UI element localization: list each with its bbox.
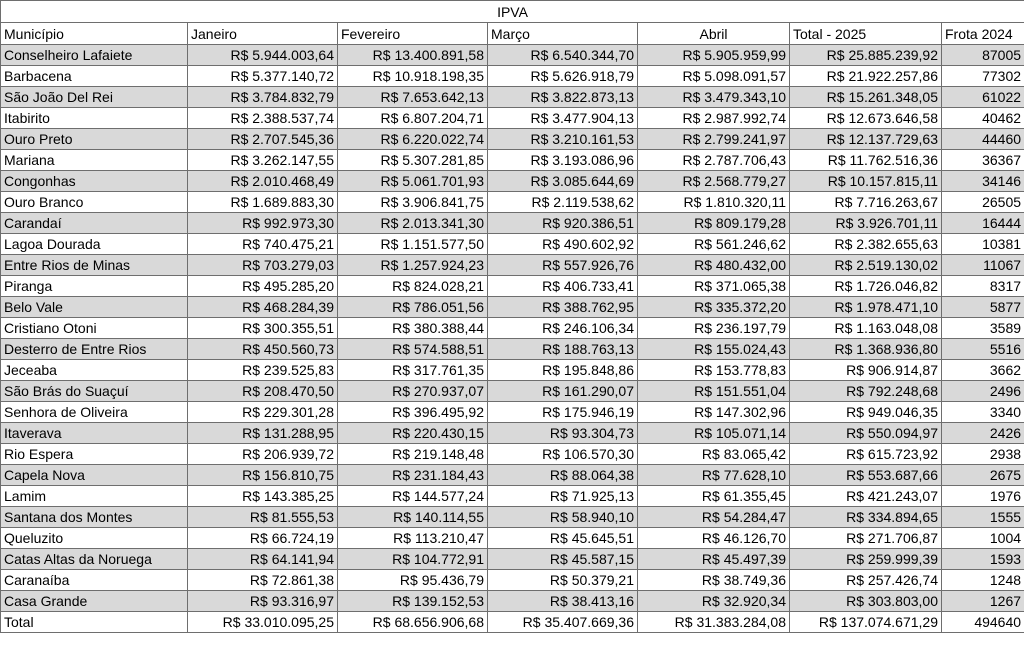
cell-municipio[interactable]: Caranaíba [1, 570, 188, 591]
cell-frota-2024[interactable]: 44460 [942, 129, 1024, 150]
header-janeiro[interactable]: Janeiro [188, 23, 338, 45]
cell-total-2025[interactable]: R$ 12.673.646,58 [790, 108, 942, 129]
cell-marco[interactable]: R$ 3.822.873,13 [488, 87, 638, 108]
header-frota-2024[interactable]: Frota 2024 [942, 23, 1024, 45]
cell-frota-2024[interactable]: 40462 [942, 108, 1024, 129]
cell-marco[interactable]: R$ 45.587,15 [488, 549, 638, 570]
cell-janeiro[interactable]: R$ 468.284,39 [188, 297, 338, 318]
cell-municipio[interactable]: Itabirito [1, 108, 188, 129]
cell-fevereiro[interactable]: R$ 3.906.841,75 [338, 192, 488, 213]
table-row [1, 549, 1024, 570]
cell-frota-2024[interactable]: 1267 [942, 591, 1024, 612]
table-row [1, 528, 1024, 549]
cell-abril[interactable]: R$ 2.568.779,27 [638, 171, 790, 192]
total-cell-fevereiro[interactable]: R$ 68.656.906,68 [338, 612, 488, 633]
cell-total-2025[interactable]: R$ 11.762.516,36 [790, 150, 942, 171]
cell-fevereiro[interactable]: R$ 144.577,24 [338, 486, 488, 507]
cell-total-2025[interactable]: R$ 906.914,87 [790, 360, 942, 381]
cell-janeiro[interactable]: R$ 72.861,38 [188, 570, 338, 591]
cell-frota-2024[interactable]: 3340 [942, 402, 1024, 423]
cell-frota-2024[interactable]: 3589 [942, 318, 1024, 339]
cell-municipio[interactable]: São Brás do Suaçuí [1, 381, 188, 402]
cell-abril[interactable]: R$ 236.197,79 [638, 318, 790, 339]
cell-janeiro[interactable]: R$ 3.262.147,55 [188, 150, 338, 171]
cell-marco[interactable]: R$ 38.413,16 [488, 591, 638, 612]
total-cell-marco[interactable]: R$ 35.407.669,36 [488, 612, 638, 633]
cell-fevereiro[interactable]: R$ 219.148,48 [338, 444, 488, 465]
table-row [1, 213, 1024, 234]
cell-municipio[interactable]: Entre Rios de Minas [1, 255, 188, 276]
cell-marco[interactable]: R$ 195.848,86 [488, 360, 638, 381]
table-row [1, 486, 1024, 507]
cell-fevereiro[interactable]: R$ 139.152,53 [338, 591, 488, 612]
cell-abril[interactable]: R$ 54.284,47 [638, 507, 790, 528]
total-cell-total-2025[interactable]: R$ 137.074.671,29 [790, 612, 942, 633]
table-row [1, 360, 1024, 381]
cell-abril[interactable]: R$ 147.302,96 [638, 402, 790, 423]
table-row [1, 108, 1024, 129]
cell-abril[interactable]: R$ 38.749,36 [638, 570, 790, 591]
cell-marco[interactable]: R$ 2.119.538,62 [488, 192, 638, 213]
cell-total-2025[interactable]: R$ 421.243,07 [790, 486, 942, 507]
cell-marco[interactable]: R$ 188.763,13 [488, 339, 638, 360]
cell-fevereiro[interactable]: R$ 104.772,91 [338, 549, 488, 570]
cell-frota-2024[interactable]: 1555 [942, 507, 1024, 528]
table-row [1, 402, 1024, 423]
cell-frota-2024[interactable]: 1004 [942, 528, 1024, 549]
table-row [1, 297, 1024, 318]
total-cell-abril[interactable]: R$ 31.383.284,08 [638, 612, 790, 633]
table-row [1, 507, 1024, 528]
cell-janeiro[interactable]: R$ 450.560,73 [188, 339, 338, 360]
cell-marco[interactable]: R$ 3.193.086,96 [488, 150, 638, 171]
cell-fevereiro[interactable]: R$ 140.114,55 [338, 507, 488, 528]
header-total-2025[interactable]: Total - 2025 [790, 23, 942, 45]
table-row [1, 66, 1024, 87]
table-row [1, 591, 1024, 612]
cell-fevereiro[interactable]: R$ 1.151.577,50 [338, 234, 488, 255]
cell-total-2025[interactable]: R$ 271.706,87 [790, 528, 942, 549]
cell-fevereiro[interactable]: R$ 380.388,44 [338, 318, 488, 339]
cell-abril[interactable]: R$ 45.497,39 [638, 549, 790, 570]
cell-janeiro[interactable]: R$ 93.316,97 [188, 591, 338, 612]
cell-frota-2024[interactable]: 2938 [942, 444, 1024, 465]
cell-total-2025[interactable]: R$ 792.248,68 [790, 381, 942, 402]
cell-fevereiro[interactable]: R$ 231.184,43 [338, 465, 488, 486]
cell-fevereiro[interactable]: R$ 6.220.022,74 [338, 129, 488, 150]
cell-janeiro[interactable]: R$ 495.285,20 [188, 276, 338, 297]
cell-municipio[interactable]: Lagoa Dourada [1, 234, 188, 255]
header-abril[interactable]: Abril [638, 23, 790, 45]
cell-abril[interactable]: R$ 480.432,00 [638, 255, 790, 276]
cell-fevereiro[interactable]: R$ 220.430,15 [338, 423, 488, 444]
cell-abril[interactable]: R$ 809.179,28 [638, 213, 790, 234]
cell-municipio[interactable]: Conselheiro Lafaiete [1, 45, 188, 66]
cell-abril[interactable]: R$ 83.065,42 [638, 444, 790, 465]
cell-janeiro[interactable]: R$ 156.810,75 [188, 465, 338, 486]
cell-janeiro[interactable]: R$ 143.385,25 [188, 486, 338, 507]
table-title[interactable]: IPVA [1, 1, 1024, 23]
table-row [1, 444, 1024, 465]
cell-municipio[interactable]: Capela Nova [1, 465, 188, 486]
cell-janeiro[interactable]: R$ 2.010.468,49 [188, 171, 338, 192]
cell-janeiro[interactable]: R$ 2.388.537,74 [188, 108, 338, 129]
table-row [1, 318, 1024, 339]
table-row [1, 423, 1024, 444]
header-row [1, 23, 1024, 45]
cell-fevereiro[interactable]: R$ 95.436,79 [338, 570, 488, 591]
cell-fevereiro[interactable]: R$ 824.028,21 [338, 276, 488, 297]
cell-municipio[interactable]: Jeceaba [1, 360, 188, 381]
cell-frota-2024[interactable]: 36367 [942, 150, 1024, 171]
cell-frota-2024[interactable]: 26505 [942, 192, 1024, 213]
cell-abril[interactable]: R$ 155.024,43 [638, 339, 790, 360]
cell-total-2025[interactable]: R$ 10.157.815,11 [790, 171, 942, 192]
cell-fevereiro[interactable]: R$ 10.918.198,35 [338, 66, 488, 87]
cell-janeiro[interactable]: R$ 239.525,83 [188, 360, 338, 381]
cell-municipio[interactable]: Desterro de Entre Rios [1, 339, 188, 360]
cell-fevereiro[interactable]: R$ 5.307.281,85 [338, 150, 488, 171]
cell-total-2025[interactable]: R$ 550.094,97 [790, 423, 942, 444]
cell-marco[interactable]: R$ 50.379,21 [488, 570, 638, 591]
cell-total-2025[interactable]: R$ 615.723,92 [790, 444, 942, 465]
cell-total-2025[interactable]: R$ 1.978.471,10 [790, 297, 942, 318]
cell-marco[interactable]: R$ 58.940,10 [488, 507, 638, 528]
table-row [1, 570, 1024, 591]
cell-janeiro[interactable]: R$ 3.784.832,79 [188, 87, 338, 108]
cell-marco[interactable]: R$ 388.762,95 [488, 297, 638, 318]
cell-abril[interactable]: R$ 5.098.091,57 [638, 66, 790, 87]
cell-abril[interactable]: R$ 77.628,10 [638, 465, 790, 486]
cell-municipio[interactable]: Congonhas [1, 171, 188, 192]
table-row [1, 171, 1024, 192]
cell-marco[interactable]: R$ 490.602,92 [488, 234, 638, 255]
cell-marco[interactable]: R$ 161.290,07 [488, 381, 638, 402]
cell-fevereiro[interactable]: R$ 6.807.204,71 [338, 108, 488, 129]
cell-total-2025[interactable]: R$ 21.922.257,86 [790, 66, 942, 87]
cell-frota-2024[interactable]: 5516 [942, 339, 1024, 360]
cell-janeiro[interactable]: R$ 300.355,51 [188, 318, 338, 339]
cell-marco[interactable]: R$ 175.946,19 [488, 402, 638, 423]
cell-abril[interactable]: R$ 2.987.992,74 [638, 108, 790, 129]
table-row [1, 234, 1024, 255]
table-row [1, 150, 1024, 171]
header-fevereiro[interactable]: Fevereiro [338, 23, 488, 45]
cell-abril[interactable]: R$ 61.355,45 [638, 486, 790, 507]
table-row [1, 465, 1024, 486]
cell-janeiro[interactable]: R$ 2.707.545,36 [188, 129, 338, 150]
cell-total-2025[interactable]: R$ 1.163.048,08 [790, 318, 942, 339]
cell-frota-2024[interactable]: 1248 [942, 570, 1024, 591]
cell-municipio[interactable]: Ouro Preto [1, 129, 188, 150]
cell-municipio[interactable]: Piranga [1, 276, 188, 297]
cell-abril[interactable]: R$ 32.920,34 [638, 591, 790, 612]
cell-janeiro[interactable]: R$ 206.939,72 [188, 444, 338, 465]
cell-fevereiro[interactable]: R$ 7.653.642,13 [338, 87, 488, 108]
table-row [1, 276, 1024, 297]
cell-total-2025[interactable]: R$ 2.519.130,02 [790, 255, 942, 276]
cell-total-2025[interactable]: R$ 257.426,74 [790, 570, 942, 591]
cell-frota-2024[interactable]: 2426 [942, 423, 1024, 444]
total-cell-frota-2024[interactable]: 494640 [942, 612, 1024, 633]
cell-fevereiro[interactable]: R$ 113.210,47 [338, 528, 488, 549]
cell-marco[interactable]: R$ 920.386,51 [488, 213, 638, 234]
cell-abril[interactable]: R$ 335.372,20 [638, 297, 790, 318]
table-row [1, 339, 1024, 360]
cell-janeiro[interactable]: R$ 64.141,94 [188, 549, 338, 570]
cell-total-2025[interactable]: R$ 259.999,39 [790, 549, 942, 570]
cell-abril[interactable]: R$ 5.905.959,99 [638, 45, 790, 66]
cell-marco[interactable]: R$ 3.210.161,53 [488, 129, 638, 150]
cell-municipio[interactable]: Casa Grande [1, 591, 188, 612]
cell-marco[interactable]: R$ 71.925,13 [488, 486, 638, 507]
cell-fevereiro[interactable]: R$ 2.013.341,30 [338, 213, 488, 234]
cell-total-2025[interactable]: R$ 7.716.263,67 [790, 192, 942, 213]
cell-total-2025[interactable]: R$ 334.894,65 [790, 507, 942, 528]
cell-janeiro[interactable]: R$ 229.301,28 [188, 402, 338, 423]
cell-abril[interactable]: R$ 46.126,70 [638, 528, 790, 549]
cell-marco[interactable]: R$ 88.064,38 [488, 465, 638, 486]
cell-total-2025[interactable]: R$ 1.726.046,82 [790, 276, 942, 297]
cell-total-2025[interactable]: R$ 12.137.729,63 [790, 129, 942, 150]
cell-municipio[interactable]: Ouro Branco [1, 192, 188, 213]
cell-abril[interactable]: R$ 153.778,83 [638, 360, 790, 381]
cell-fevereiro[interactable]: R$ 13.400.891,58 [338, 45, 488, 66]
cell-municipio[interactable]: Catas Altas da Noruega [1, 549, 188, 570]
cell-frota-2024[interactable]: 87005 [942, 45, 1024, 66]
cell-total-2025[interactable]: R$ 15.261.348,05 [790, 87, 942, 108]
cell-frota-2024[interactable]: 1593 [942, 549, 1024, 570]
cell-janeiro[interactable]: R$ 1.689.883,30 [188, 192, 338, 213]
cell-frota-2024[interactable]: 3662 [942, 360, 1024, 381]
table-row [1, 255, 1024, 276]
cell-fevereiro[interactable]: R$ 317.761,35 [338, 360, 488, 381]
cell-marco[interactable]: R$ 3.085.644,69 [488, 171, 638, 192]
header-municipio[interactable]: Município [1, 23, 188, 45]
cell-frota-2024[interactable]: 2675 [942, 465, 1024, 486]
cell-total-2025[interactable]: R$ 2.382.655,63 [790, 234, 942, 255]
cell-frota-2024[interactable]: 10381 [942, 234, 1024, 255]
cell-fevereiro[interactable]: R$ 1.257.924,23 [338, 255, 488, 276]
cell-frota-2024[interactable]: 8317 [942, 276, 1024, 297]
cell-janeiro[interactable]: R$ 703.279,03 [188, 255, 338, 276]
cell-janeiro[interactable]: R$ 81.555,53 [188, 507, 338, 528]
title-row [1, 1, 1024, 23]
cell-abril[interactable]: R$ 3.479.343,10 [638, 87, 790, 108]
cell-frota-2024[interactable]: 1976 [942, 486, 1024, 507]
table-row [1, 192, 1024, 213]
cell-marco[interactable]: R$ 93.304,73 [488, 423, 638, 444]
cell-municipio[interactable]: São João Del Rei [1, 87, 188, 108]
cell-total-2025[interactable]: R$ 3.926.701,11 [790, 213, 942, 234]
cell-marco[interactable]: R$ 3.477.904,13 [488, 108, 638, 129]
cell-municipio[interactable]: Lamim [1, 486, 188, 507]
total-cell-janeiro[interactable]: R$ 33.010.095,25 [188, 612, 338, 633]
total-row [1, 612, 1024, 633]
table-row [1, 45, 1024, 66]
cell-janeiro[interactable]: R$ 5.944.003,64 [188, 45, 338, 66]
cell-municipio[interactable]: Barbacena [1, 66, 188, 87]
table-row [1, 87, 1024, 108]
cell-frota-2024[interactable]: 2496 [942, 381, 1024, 402]
cell-marco[interactable]: R$ 246.106,34 [488, 318, 638, 339]
cell-marco[interactable]: R$ 5.626.918,79 [488, 66, 638, 87]
cell-total-2025[interactable]: R$ 303.803,00 [790, 591, 942, 612]
cell-frota-2024[interactable]: 5877 [942, 297, 1024, 318]
cell-janeiro[interactable]: R$ 740.475,21 [188, 234, 338, 255]
cell-municipio[interactable]: Itaverava [1, 423, 188, 444]
cell-frota-2024[interactable]: 34146 [942, 171, 1024, 192]
header-marco[interactable]: Março [488, 23, 638, 45]
cell-municipio[interactable]: Carandaí [1, 213, 188, 234]
cell-marco[interactable]: R$ 45.645,51 [488, 528, 638, 549]
cell-abril[interactable]: R$ 1.810.320,11 [638, 192, 790, 213]
cell-frota-2024[interactable]: 16444 [942, 213, 1024, 234]
cell-marco[interactable]: R$ 106.570,30 [488, 444, 638, 465]
cell-fevereiro[interactable]: R$ 396.495,92 [338, 402, 488, 423]
cell-total-2025[interactable]: R$ 25.885.239,92 [790, 45, 942, 66]
cell-frota-2024[interactable]: 61022 [942, 87, 1024, 108]
cell-municipio[interactable]: Santana dos Montes [1, 507, 188, 528]
cell-janeiro[interactable]: R$ 5.377.140,72 [188, 66, 338, 87]
cell-abril[interactable]: R$ 105.071,14 [638, 423, 790, 444]
table-body [1, 1, 1024, 633]
cell-janeiro[interactable]: R$ 992.973,30 [188, 213, 338, 234]
cell-frota-2024[interactable]: 77302 [942, 66, 1024, 87]
cell-marco[interactable]: R$ 557.926,76 [488, 255, 638, 276]
cell-janeiro[interactable]: R$ 66.724,19 [188, 528, 338, 549]
cell-frota-2024[interactable]: 11067 [942, 255, 1024, 276]
cell-municipio[interactable]: Mariana [1, 150, 188, 171]
cell-municipio[interactable]: Cristiano Otoni [1, 318, 188, 339]
cell-janeiro[interactable]: R$ 208.470,50 [188, 381, 338, 402]
cell-total-2025[interactable]: R$ 1.368.936,80 [790, 339, 942, 360]
cell-fevereiro[interactable]: R$ 270.937,07 [338, 381, 488, 402]
table-row [1, 381, 1024, 402]
cell-abril[interactable]: R$ 2.787.706,43 [638, 150, 790, 171]
cell-municipio[interactable]: Queluzito [1, 528, 188, 549]
cell-municipio[interactable]: Senhora de Oliveira [1, 402, 188, 423]
cell-fevereiro[interactable]: R$ 574.588,51 [338, 339, 488, 360]
cell-fevereiro[interactable]: R$ 786.051,56 [338, 297, 488, 318]
cell-marco[interactable]: R$ 6.540.344,70 [488, 45, 638, 66]
cell-abril[interactable]: R$ 2.799.241,97 [638, 129, 790, 150]
cell-janeiro[interactable]: R$ 131.288,95 [188, 423, 338, 444]
cell-municipio[interactable]: Rio Espera [1, 444, 188, 465]
cell-abril[interactable]: R$ 151.551,04 [638, 381, 790, 402]
cell-municipio[interactable]: Belo Vale [1, 297, 188, 318]
cell-total-2025[interactable]: R$ 949.046,35 [790, 402, 942, 423]
cell-total-2025[interactable]: R$ 553.687,66 [790, 465, 942, 486]
cell-abril[interactable]: R$ 561.246,62 [638, 234, 790, 255]
cell-abril[interactable]: R$ 371.065,38 [638, 276, 790, 297]
table-row [1, 129, 1024, 150]
cell-marco[interactable]: R$ 406.733,41 [488, 276, 638, 297]
cell-fevereiro[interactable]: R$ 5.061.701,93 [338, 171, 488, 192]
total-cell-municipio[interactable]: Total [1, 612, 188, 633]
